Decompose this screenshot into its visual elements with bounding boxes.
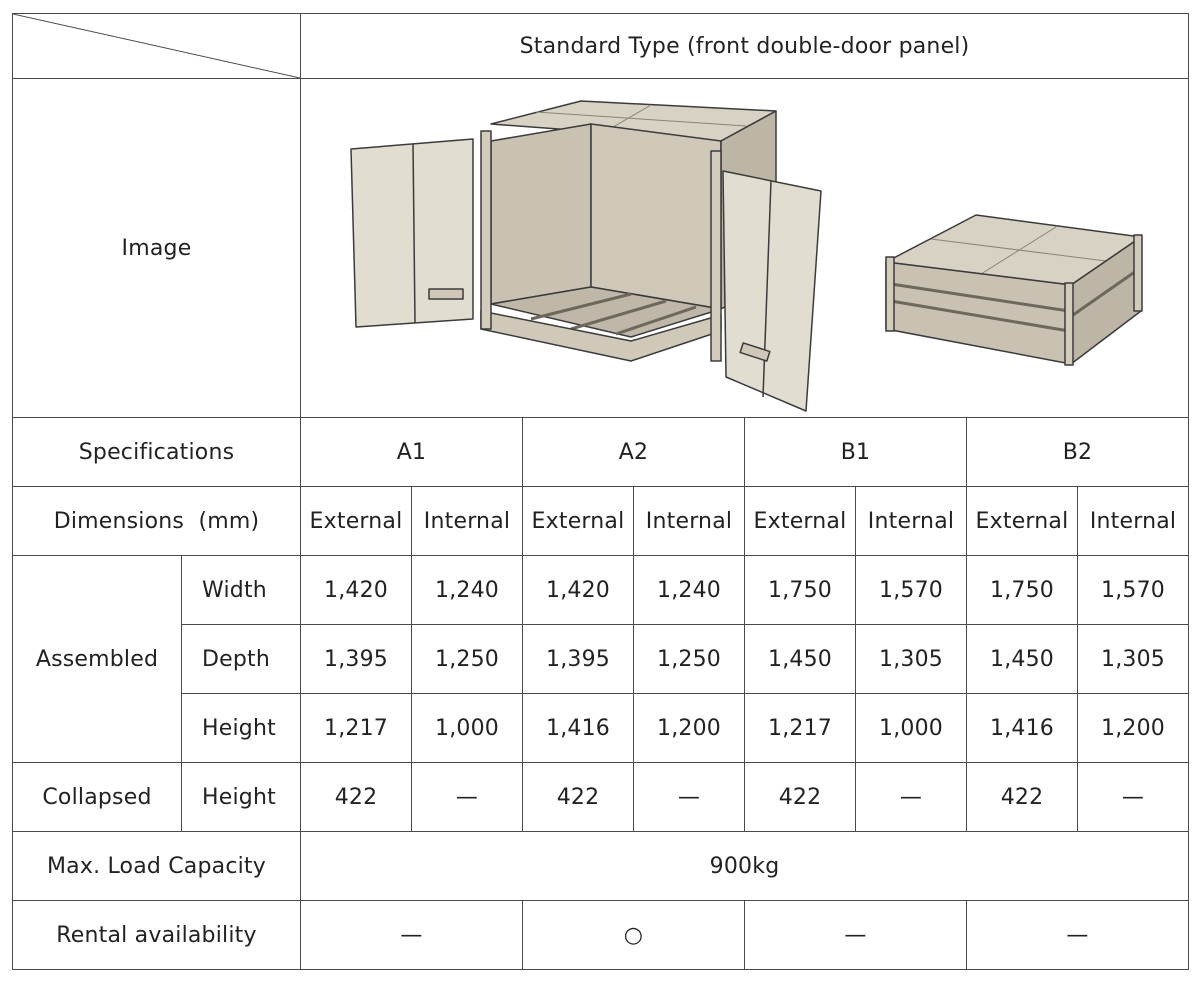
table-cell: 1,305 <box>856 625 967 694</box>
table-cell: 1,750 <box>745 556 856 625</box>
collapsed-container-illustration <box>886 215 1142 365</box>
rental-b1: — <box>745 901 967 970</box>
table-cell: 1,217 <box>301 694 412 763</box>
rental-row <box>13 901 1189 970</box>
table-cell: 1,240 <box>412 556 523 625</box>
row-label-width: Width <box>182 556 301 625</box>
internal-header: Internal <box>412 487 523 556</box>
assembled-height-row <box>13 694 1189 763</box>
model-a2: A2 <box>523 418 745 487</box>
collapsed-label: Collapsed <box>13 763 182 832</box>
table-cell: 1,416 <box>967 694 1078 763</box>
table-cell: 1,420 <box>301 556 412 625</box>
image-row <box>13 79 1189 418</box>
spec-table <box>12 13 1189 970</box>
table-cell: 1,000 <box>856 694 967 763</box>
load-capacity-row <box>13 832 1189 901</box>
table-cell: — <box>412 763 523 832</box>
row-label-height: Height <box>182 694 301 763</box>
model-b2: B2 <box>967 418 1189 487</box>
assembled-depth-row <box>13 625 1189 694</box>
rental-b2: — <box>967 901 1189 970</box>
spec-table-wrapper <box>12 13 1188 970</box>
table-cell: 1,450 <box>745 625 856 694</box>
table-cell: 1,250 <box>412 625 523 694</box>
header-row <box>13 14 1189 79</box>
table-cell: 1,420 <box>523 556 634 625</box>
rental-a2: ○ <box>523 901 745 970</box>
assembled-label: Assembled <box>13 556 182 763</box>
product-illustrations <box>301 79 1187 417</box>
model-b1: B1 <box>745 418 967 487</box>
load-capacity-value: 900kg <box>301 832 1189 901</box>
table-cell: 1,395 <box>301 625 412 694</box>
table-cell: 1,000 <box>412 694 523 763</box>
table-cell: 1,200 <box>1078 694 1189 763</box>
external-header: External <box>301 487 412 556</box>
load-capacity-label: Max. Load Capacity <box>13 832 301 901</box>
table-cell: 1,395 <box>523 625 634 694</box>
dimensions-label: Dimensions (mm) <box>13 487 301 556</box>
specifications-row <box>13 418 1189 487</box>
table-cell: 422 <box>301 763 412 832</box>
table-cell: — <box>1078 763 1189 832</box>
internal-header: Internal <box>1078 487 1189 556</box>
table-cell: 422 <box>745 763 856 832</box>
image-row-label: Image <box>13 79 301 418</box>
internal-header: Internal <box>634 487 745 556</box>
assembled-width-row <box>13 556 1189 625</box>
corner-diagonal-cell <box>13 14 301 79</box>
table-title: Standard Type (front double-door panel) <box>301 14 1189 79</box>
table-cell: 422 <box>967 763 1078 832</box>
table-cell: 1,570 <box>1078 556 1189 625</box>
table-cell: 422 <box>523 763 634 832</box>
row-label-collapsed-height: Height <box>182 763 301 832</box>
rental-label: Rental availability <box>13 901 301 970</box>
diagonal-line <box>13 14 300 78</box>
table-cell: 1,217 <box>745 694 856 763</box>
assembled-container-illustration <box>351 101 821 411</box>
product-images-cell <box>301 79 1189 418</box>
table-cell: 1,450 <box>967 625 1078 694</box>
external-header: External <box>967 487 1078 556</box>
external-header: External <box>745 487 856 556</box>
table-cell: 1,305 <box>1078 625 1189 694</box>
row-label-depth: Depth <box>182 625 301 694</box>
dimensions-row <box>13 487 1189 556</box>
internal-header: Internal <box>856 487 967 556</box>
table-cell: 1,240 <box>634 556 745 625</box>
table-cell: 1,250 <box>634 625 745 694</box>
rental-a1: — <box>301 901 523 970</box>
table-cell: 1,750 <box>967 556 1078 625</box>
external-header: External <box>523 487 634 556</box>
specifications-label: Specifications <box>13 418 301 487</box>
table-cell: — <box>856 763 967 832</box>
model-a1: A1 <box>301 418 523 487</box>
table-cell: 1,200 <box>634 694 745 763</box>
table-cell: 1,416 <box>523 694 634 763</box>
collapsed-row <box>13 763 1189 832</box>
table-cell: 1,570 <box>856 556 967 625</box>
table-cell: — <box>634 763 745 832</box>
